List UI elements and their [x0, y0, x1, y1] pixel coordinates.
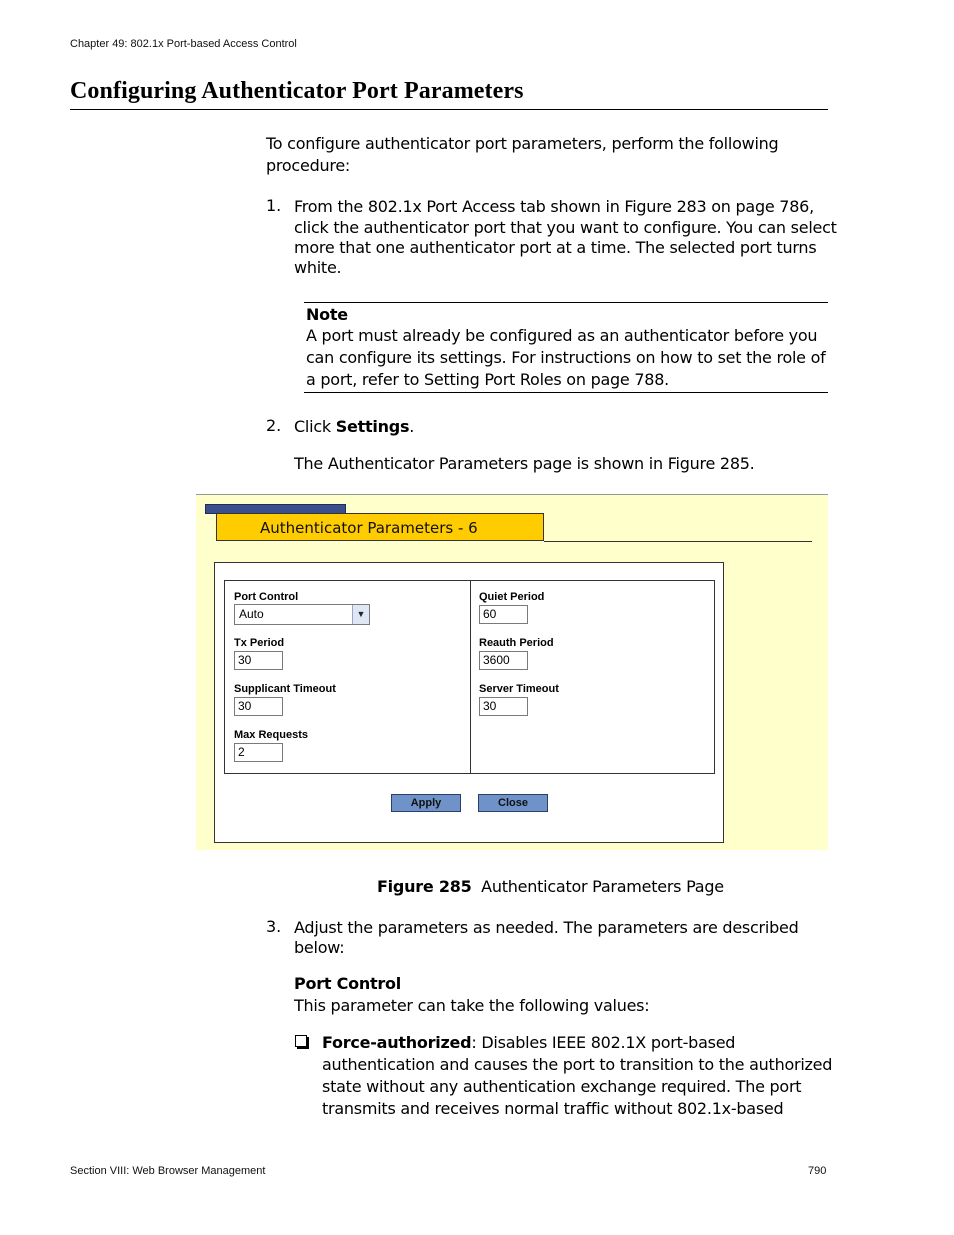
port-control-value: Auto [239, 607, 264, 621]
note-line-3: a port, refer to Setting Port Roles on page 788. [306, 370, 669, 389]
intro-line-1: To configure authenticator port parameters, perform the following [266, 134, 779, 153]
caption-label: Figure 285 [377, 877, 472, 896]
chapter-header: Chapter 49: 802.1x Port-based Access Control [70, 38, 297, 50]
quiet-period-input[interactable]: 60 [479, 605, 528, 624]
port-control-heading: Port Control [294, 974, 401, 993]
bullet-line-4: transmits and receives normal traffic without 802.1x-based [322, 1099, 784, 1118]
bullet-line-1-text: : Disables IEEE 802.1X port-based [471, 1033, 736, 1052]
reauth-period-label: Reauth Period [479, 637, 554, 649]
step-1-number: 1. [266, 196, 282, 215]
step-2-prefix: Click [294, 417, 336, 436]
step-1-line-4: white. [294, 258, 342, 277]
tx-period-label: Tx Period [234, 637, 285, 649]
figure-caption [377, 876, 724, 897]
step-2-settings: Settings [335, 417, 410, 436]
footer-section: Section VIII: Web Browser Management [70, 1165, 266, 1177]
note-line-2: can configure its settings. For instructions on how to set the role of [306, 348, 826, 367]
max-requests-input[interactable]: 2 [234, 743, 283, 762]
supplicant-timeout-input[interactable]: 30 [234, 697, 283, 716]
tab-rule [544, 541, 812, 542]
step-3-number: 3. [266, 917, 282, 936]
section-title: Configuring Authenticator Port Parameters [70, 78, 524, 104]
quiet-period-label: Quiet Period [479, 591, 545, 603]
port-control-label: Port Control [234, 591, 299, 603]
step-3-line-1: Adjust the parameters as needed. The parameters are described [294, 918, 799, 937]
step-1-line-1: From the 802.1x Port Access tab shown in Figure 283 on page 786, [294, 197, 814, 216]
note-top-rule [304, 302, 828, 303]
caption-text: Authenticator Parameters Page [481, 877, 724, 896]
note-heading: Note [306, 305, 348, 324]
reauth-period-input[interactable]: 3600 [479, 651, 528, 670]
title-rule [70, 109, 828, 110]
port-control-description: This parameter can take the following values: [294, 996, 650, 1015]
force-authorized-term: Force-authorized [322, 1033, 472, 1052]
port-control-select[interactable] [234, 604, 370, 625]
server-timeout-label: Server Timeout [479, 683, 559, 695]
bullet-line-1 [322, 1032, 735, 1053]
intro-line-2: procedure: [266, 156, 351, 175]
step-1-line-3: more that one authenticator port at a time. The selected port turns [294, 238, 817, 257]
page-number: 790 [808, 1165, 827, 1177]
step-2-followup: The Authenticator Parameters page is shown in Figure 285. [294, 454, 755, 473]
tx-period-input[interactable]: 30 [234, 651, 283, 670]
max-requests-label: Max Requests [234, 729, 308, 741]
supplicant-timeout-label: Supplicant Timeout [234, 683, 336, 695]
chevron-down-icon[interactable]: ▼ [352, 605, 369, 624]
step-2-suffix: . [409, 417, 415, 436]
apply-button[interactable]: Apply [391, 794, 461, 812]
note-line-1: A port must already be configured as an authenticator before you [306, 326, 818, 345]
step-1-line-2: click the authenticator port that you want to configure. You can select [294, 218, 837, 237]
note-bottom-rule [304, 392, 828, 393]
step-2-number: 2. [266, 416, 282, 435]
form-column-divider [470, 580, 471, 774]
tab-title: Authenticator Parameters - 6 [216, 513, 544, 541]
step-3-line-2: below: [294, 938, 345, 957]
bullet-line-2: authentication and causes the port to transition to the authorized [322, 1055, 833, 1074]
bullet-line-3: state without any authentication exchange required. The port [322, 1077, 802, 1096]
checkbox-bullet-icon [295, 1035, 307, 1047]
close-button[interactable]: Close [478, 794, 548, 812]
server-timeout-input[interactable]: 30 [479, 697, 528, 716]
step-2-text [294, 416, 414, 437]
